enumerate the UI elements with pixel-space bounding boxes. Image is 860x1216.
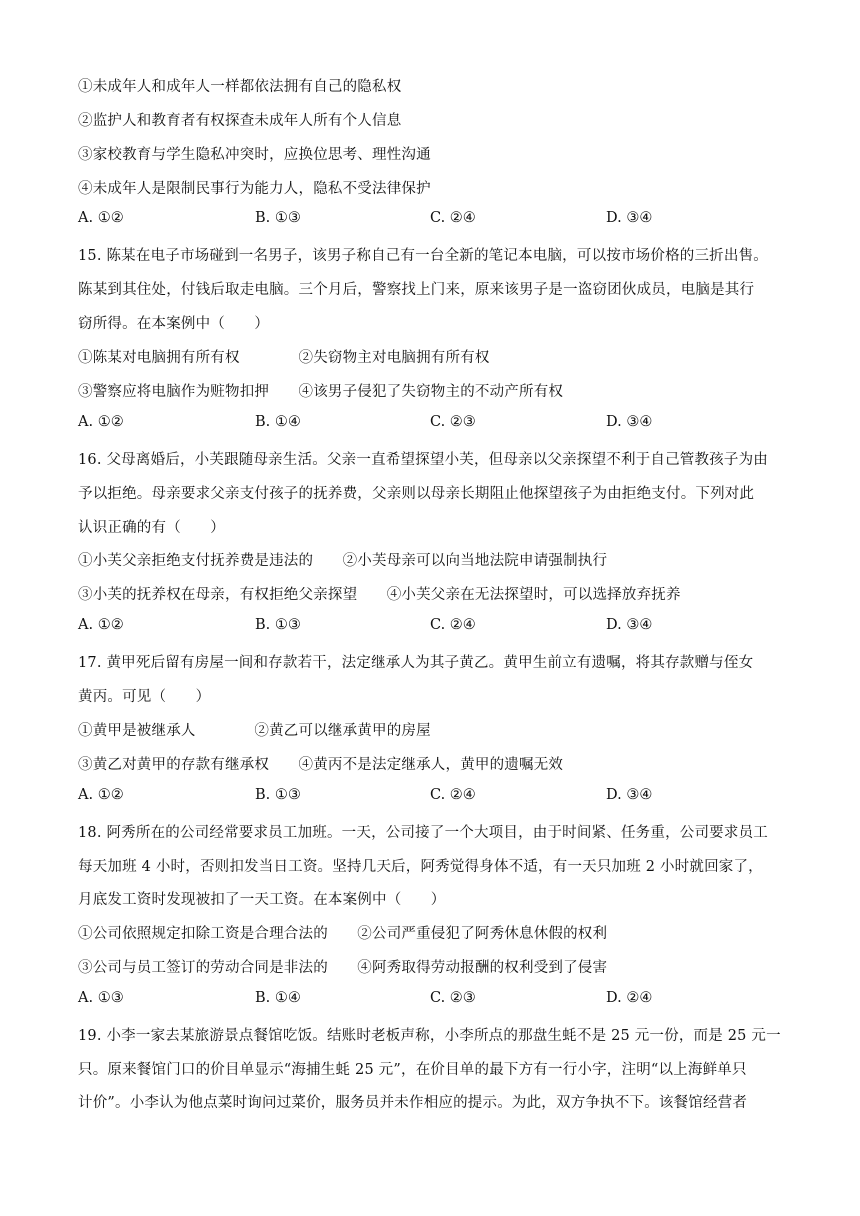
q15-option-b: B. ①④ bbox=[255, 414, 301, 430]
q17-stem-line-1: 17. 黄甲死后留有房屋一间和存款若干，法定继承人为其子黄乙。黄甲生前立有遗嘱，将其存款赠与侄女 bbox=[78, 655, 754, 671]
q17-option-c: C. ②④ bbox=[430, 787, 476, 803]
q19-stem-line-3: 计价”。小李认为他点菜时询问过菜价，服务员并未作相应的提示。为此，双方争执不下。该餐馆经营者 bbox=[78, 1095, 748, 1111]
q18-option-d: D. ②④ bbox=[606, 990, 653, 1006]
q14-option-d: D. ③④ bbox=[606, 210, 653, 226]
q18-stem-line-1: 18. 阿秀所在的公司经常要求员工加班。一天，公司接了一个大项目，由于时间紧、任务重，公司要求员工 bbox=[78, 825, 768, 841]
q16-items-row-2: ③小芙的抚养权在母亲，有权拒绝父亲探望 ④小芙父亲在无法探望时，可以选择放弃抚养 bbox=[78, 587, 681, 603]
q17-option-b: B. ①③ bbox=[255, 787, 301, 803]
q15-option-c: C. ②③ bbox=[430, 414, 476, 430]
q14-item-3: ③家校教育与学生隐私冲突时，应换位思考、理性沟通 bbox=[78, 147, 431, 163]
q17-stem-line-2: 黄丙。可见（ ） bbox=[78, 689, 211, 705]
q15-items-row-2: ③警察应将电脑作为赃物扣押 ④该男子侵犯了失窃物主的不动产所有权 bbox=[78, 384, 564, 400]
q17-option-d: D. ③④ bbox=[606, 787, 653, 803]
q16-items-row-1: ①小芙父亲拒绝支付抚养费是违法的 ②小芙母亲可以向当地法院申请强制执行 bbox=[78, 553, 608, 569]
q18-option-b: B. ①④ bbox=[255, 990, 301, 1006]
q16-option-d: D. ③④ bbox=[606, 617, 653, 633]
q14-item-1: ①未成年人和成年人一样都依法拥有自己的隐私权 bbox=[78, 79, 402, 95]
q15-stem-line-2: 陈某到其住处，付钱后取走电脑。三个月后，警察找上门来，原来该男子是一盗窃团伙成员，电脑是其行 bbox=[78, 282, 755, 298]
q14-option-a: A. ①② bbox=[78, 210, 124, 226]
q15-items-row-1: ①陈某对电脑拥有所有权 ②失窃物主对电脑拥有所有权 bbox=[78, 350, 490, 366]
q14-item-4: ④未成年人是限制民事行为能力人，隐私不受法律保护 bbox=[78, 181, 431, 197]
q18-items-row-1: ①公司依照规定扣除工资是合理合法的 ②公司严重侵犯了阿秀休息休假的权利 bbox=[78, 926, 608, 942]
q17-items-row-1: ①黄甲是被继承人 ②黄乙可以继承黄甲的房屋 bbox=[78, 723, 431, 739]
q16-stem-line-3: 认识正确的有（ ） bbox=[78, 520, 225, 536]
q18-option-c: C. ②③ bbox=[430, 990, 476, 1006]
q14-option-b: B. ①③ bbox=[255, 210, 301, 226]
q17-option-a: A. ①② bbox=[78, 787, 124, 803]
q16-option-b: B. ①③ bbox=[255, 617, 301, 633]
q19-stem-line-2: 只。原来餐馆门口的价目单显示“海捕生蚝 25 元”，在价目单的最下方有一行小字，注明“以上海鲜单只 bbox=[78, 1062, 747, 1078]
q18-stem-line-2: 每天加班 4 小时，否则扣发当日工资。坚持几天后，阿秀觉得身体不适，有一天只加班 2 小时就回家了， bbox=[78, 859, 763, 875]
q15-stem-line-1: 15. 陈某在电子市场碰到一名男子，该男子称自己有一台全新的笔记本电脑，可以按市场价格的三折出售。 bbox=[78, 248, 768, 264]
q16-option-a: A. ①② bbox=[78, 617, 124, 633]
q18-option-a: A. ①③ bbox=[78, 990, 124, 1006]
q15-option-a: A. ①② bbox=[78, 414, 124, 430]
q16-stem-line-2: 予以拒绝。母亲要求父亲支付孩子的抚养费，父亲则以母亲长期阻止他探望孩子为由拒绝支付。下列对此 bbox=[78, 486, 755, 502]
q16-stem-line-1: 16. 父母离婚后，小芙跟随母亲生活。父亲一直希望探望小芙，但母亲以父亲探望不利于自己管教孩子为由 bbox=[78, 452, 768, 468]
q14-item-2: ②监护人和教育者有权探查未成年人所有个人信息 bbox=[78, 113, 402, 129]
q18-stem-line-3: 月底发工资时发现被扣了一天工资。在本案例中（ ） bbox=[78, 892, 446, 908]
q16-option-c: C. ②④ bbox=[430, 617, 476, 633]
q15-option-d: D. ③④ bbox=[606, 414, 653, 430]
q14-option-c: C. ②④ bbox=[430, 210, 476, 226]
q17-items-row-2: ③黄乙对黄甲的存款有继承权 ④黄丙不是法定继承人，黄甲的遗嘱无效 bbox=[78, 757, 564, 773]
q19-stem-line-1: 19. 小李一家去某旅游景点餐馆吃饭。结账时老板声称，小李所点的那盘生蚝不是 25 元一份，而是 25 元一 bbox=[78, 1028, 781, 1044]
q15-stem-line-3: 窃所得。在本案例中（ ） bbox=[78, 316, 270, 332]
q18-items-row-2: ③公司与员工签订的劳动合同是非法的 ④阿秀取得劳动报酬的权利受到了侵害 bbox=[78, 960, 608, 976]
